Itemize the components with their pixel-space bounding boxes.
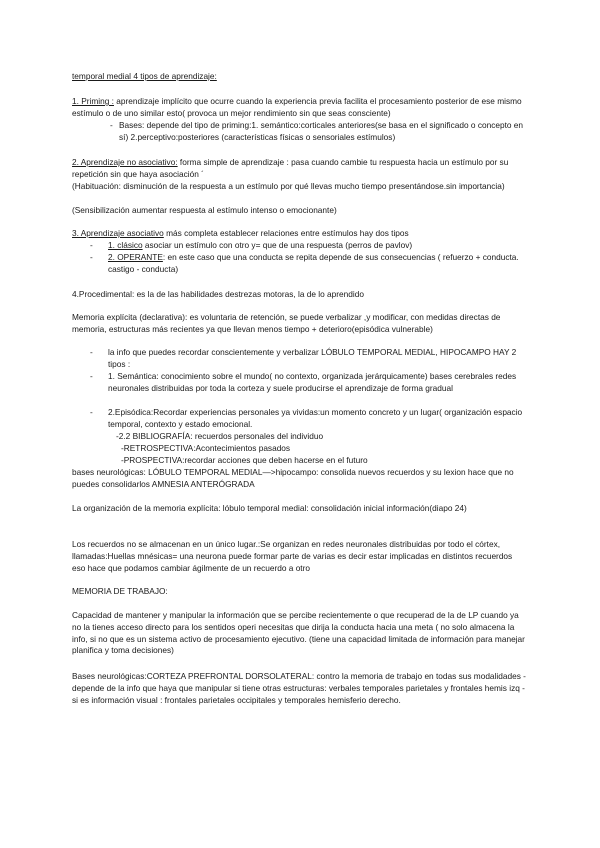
explicita-item-1: - la info que puedes recordar conscientemente y verbalizar LÓBULO TEMPORAL MEDIAL, HIPOCAMPO HAY 2 tipos : bbox=[72, 347, 526, 371]
explicita-item-1-text: la info que puedes recordar conscientemente y verbalizar LÓBULO TEMPORAL MEDIAL, HIPOCAMPO HAY 2 tipos : bbox=[108, 347, 517, 369]
bibliografia-text: -2.2 BIBLIOGRAFÍA: recuerdos personales del individuo bbox=[116, 431, 324, 441]
no-asociativo-heading: 2. Aprendizaje no asociativo: bbox=[72, 157, 178, 167]
priming-text: aprendizaje implícito que ocurre cuando la experiencia previa facilita el procesamiento posterior de ese mismo estímulo o de uno similar esto( provoca un mejor rendimiento sin que seas consciente) bbox=[72, 96, 522, 118]
procedimental-text: 4.Procedimental: es la de las habilidades destrezas motoras, la de lo aprendido bbox=[72, 289, 364, 299]
semantica-text: 1. Semántica: conocimiento sobre el mundo( no contexto, organizada jerárquicamente) bases cerebrales redes neuronales distribuidas por toda la corteza y suele producirse el aprendizaje de forma gradual bbox=[108, 371, 517, 393]
operante-label: 2. OPERANTE bbox=[108, 252, 163, 262]
bases-trabajo-text: Bases neurológicas:CORTEZA PREFRONTAL DORSOLATERAL: contro la memoria de trabajo en todas sus modalidades - depende de la info que haya que manipular si tiene otras estructuras: verbales temporales parietales y frontales hemis izq - si es información visual : frontales parietales occipitales y temporales hemisferio derecho. bbox=[72, 671, 526, 705]
recuerdos-text: Los recuerdos no se almacenan en un único lugar.:Se organizan en redes neuronales distribuidas por todo el córtex, llamadas:Huellas mnésicas= una neurona puede formar parte de varias es decir estar implicadas en distintos recuerdos eso hace que podamos cambiar ágilmente de un recuerdo a otro bbox=[72, 539, 513, 573]
prospectiva-text: -PROSPECTIVA:recordar acciones que deben hacerse en el futuro bbox=[121, 455, 368, 465]
priming-bases-text: Bases: depende del tipo de priming:1. semántico:corticales anteriores(se basa en el significado o concepto en sí) 2.perceptivo:posteriores (características físicas o sensoriales estímulos) bbox=[119, 120, 524, 142]
sensibilizacion-text: (Sensibilización aumentar respuesta al estímulo intenso o emocionante) bbox=[72, 205, 337, 215]
operante-item: - 2. OPERANTE: en este caso que una conducta se repita depende de sus consecuencias ( refuerzo + conducta. castigo - conducta) bbox=[90, 252, 519, 274]
no-asociativo-text: forma simple de aprendizaje : pasa cuando cambie tu respuesta hacia un estímulo por su repetición sin que haya asociación ´ bbox=[72, 157, 509, 179]
episodica-text: 2.Episódica:Recordar experiencias personales ya vividas:un momento concreto y un lugar( organización espacio temporal, contexto y estado emocional. bbox=[108, 407, 523, 429]
clasico-label: 1. clásico bbox=[108, 240, 143, 250]
document-title: temporal medial 4 tipos de aprendizaje: bbox=[72, 71, 217, 81]
clasico-item: - 1. clásico asociar un estímulo con otro y= que de una respuesta (perros de pavlov) bbox=[90, 240, 413, 250]
priming-bases-item: - Bases: depende del tipo de priming:1. semántico:corticales anteriores(se basa en el significado o concepto en sí) 2.perceptivo:posteriores (características físicas o sensoriales estímulos) bbox=[72, 120, 526, 144]
retrospectiva-text: -RETROSPECTIVA:Acontecimientos pasados bbox=[121, 443, 291, 453]
clasico-text: asociar un estímulo con otro y= que de una respuesta (perros de pavlov) bbox=[142, 240, 413, 250]
explicita-text: Memoria explícita (declarativa): es voluntaria de retención, se puede verbalizar ,y modificar, con medidas directas de memoria, estructuras más recientes ya que llevan menos tiempo + deterioro(episódica vulnerable) bbox=[72, 312, 501, 334]
operante-text: : en este caso que una conducta se repita depende de sus consecuencias ( refuerzo + conducta. castigo - conducta) bbox=[108, 252, 519, 274]
asociativo-text: más completa establecer relaciones entre estímulos hay dos tipos bbox=[163, 228, 409, 238]
trabajo-title: MEMORIA DE TRABAJO: bbox=[72, 586, 168, 596]
bases-explicita-text: bases neurológicas: LÓBULO TEMPORAL MEDIAL—>hipocampo: consolida nuevos recuerdos y su lexion hace que no puedes consolidarlos AMNESIA ANTERÓGRADA bbox=[72, 467, 514, 489]
episodica-item: - 2.Episódica:Recordar experiencias personales ya vividas:un momento concreto y un lugar( organización espacio temporal, contexto y estado emocional. bbox=[72, 407, 526, 431]
section-priming bbox=[72, 96, 526, 120]
asociativo-heading: 3. Aprendizaje asociativo bbox=[72, 228, 164, 238]
section-no-asociativo bbox=[72, 157, 526, 181]
priming-heading: 1. Priming : bbox=[72, 96, 114, 106]
organizacion-text: La organización de la memoria explícita: lóbulo temporal medial: consolidación inicial información(diapo 24) bbox=[72, 503, 467, 513]
semantica-item: - 1. Semántica: conocimiento sobre el mundo( no contexto, organizada jerárquicamente) bases cerebrales redes neuronales distribuidas por toda la corteza y suele producirse el aprendizaje de forma gradual bbox=[72, 371, 526, 395]
capacidad-text: Capacidad de mantener y manipular la información que se percibe recientemente o que recuperad de la de LP cuando ya no la tienes acceso directo para los sentidos operi necesitas que dirija la conducta hacia una meta ( no solo almacena la info, si no que es un sistema activo de procesamiento ejecutivo. (tiene una capacidad limitada de información para manejar planifica y toma decisiones) bbox=[72, 610, 525, 656]
habituacion-text: (Habituación: disminución de la respuesta a un estímulo por qué llevas mucho tiempo presentándose.sin importancia) bbox=[72, 181, 505, 191]
section-asociativo bbox=[72, 228, 526, 240]
